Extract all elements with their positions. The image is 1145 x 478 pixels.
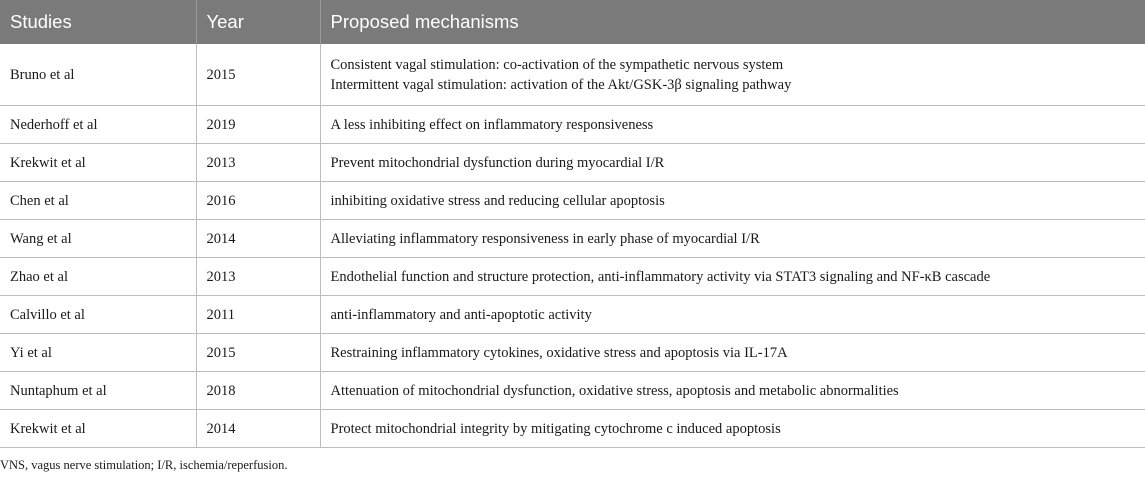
table-row — [0, 182, 1145, 220]
cell-study: Nuntaphum et al — [0, 372, 196, 410]
table-row — [0, 334, 1145, 372]
cell-year: 2018 — [196, 372, 320, 410]
cell-study: Bruno et al — [0, 44, 196, 106]
cell-mechanism: Endothelial function and structure protection, anti-inflammatory activity via STAT3 signaling and NF-κB cascade — [320, 258, 1145, 296]
table-footnote: VNS, vagus nerve stimulation; I/R, ischemia/reperfusion. — [0, 458, 288, 472]
cell-study: Nederhoff et al — [0, 106, 196, 144]
cell-mechanism: Alleviating inflammatory responsiveness in early phase of myocardial I/R — [320, 220, 1145, 258]
cell-year: 2011 — [196, 296, 320, 334]
cell-mechanism: Protect mitochondrial integrity by mitigating cytochrome c induced apoptosis — [320, 410, 1145, 448]
table-row — [0, 410, 1145, 448]
cell-year: 2013 — [196, 144, 320, 182]
table-row — [0, 106, 1145, 144]
cell-year: 2015 — [196, 334, 320, 372]
table-body — [0, 44, 1145, 448]
cell-study: Yi et al — [0, 334, 196, 372]
cell-mechanism: A less inhibiting effect on inflammatory responsiveness — [320, 106, 1145, 144]
header-studies: Studies — [0, 0, 196, 44]
cell-year: 2013 — [196, 258, 320, 296]
table-row — [0, 296, 1145, 334]
cell-year: 2015 — [196, 44, 320, 106]
table-row — [0, 220, 1145, 258]
cell-year: 2014 — [196, 220, 320, 258]
cell-study: Krekwit et al — [0, 410, 196, 448]
cell-study: Calvillo et al — [0, 296, 196, 334]
table-row — [0, 372, 1145, 410]
header-row — [0, 0, 1145, 44]
cell-mechanism: anti-inflammatory and anti-apoptotic activity — [320, 296, 1145, 334]
cell-mechanism: Prevent mitochondrial dysfunction during myocardial I/R — [320, 144, 1145, 182]
cell-mechanism: inhibiting oxidative stress and reducing cellular apoptosis — [320, 182, 1145, 220]
header-mechanisms: Proposed mechanisms — [320, 0, 1145, 44]
cell-mechanism — [320, 44, 1145, 106]
table-row — [0, 44, 1145, 106]
cell-year: 2014 — [196, 410, 320, 448]
cell-study: Chen et al — [0, 182, 196, 220]
table-row — [0, 144, 1145, 182]
cell-year: 2019 — [196, 106, 320, 144]
table-row — [0, 258, 1145, 296]
header-year: Year — [196, 0, 320, 44]
mechanism-line: Consistent vagal stimulation: co-activation of the sympathetic nervous system — [330, 56, 784, 73]
mechanism-line: Intermittent vagal stimulation: activation of the Akt/GSK-3β signaling pathway — [330, 76, 792, 93]
cell-study: Wang et al — [0, 220, 196, 258]
cell-mechanism: Restraining inflammatory cytokines, oxidative stress and apoptosis via IL-17A — [320, 334, 1145, 372]
cell-study: Krekwit et al — [0, 144, 196, 182]
cell-study: Zhao et al — [0, 258, 196, 296]
cell-year: 2016 — [196, 182, 320, 220]
cell-mechanism: Attenuation of mitochondrial dysfunction, oxidative stress, apoptosis and metabolic abnormalities — [320, 372, 1145, 410]
table-header — [0, 0, 1145, 44]
